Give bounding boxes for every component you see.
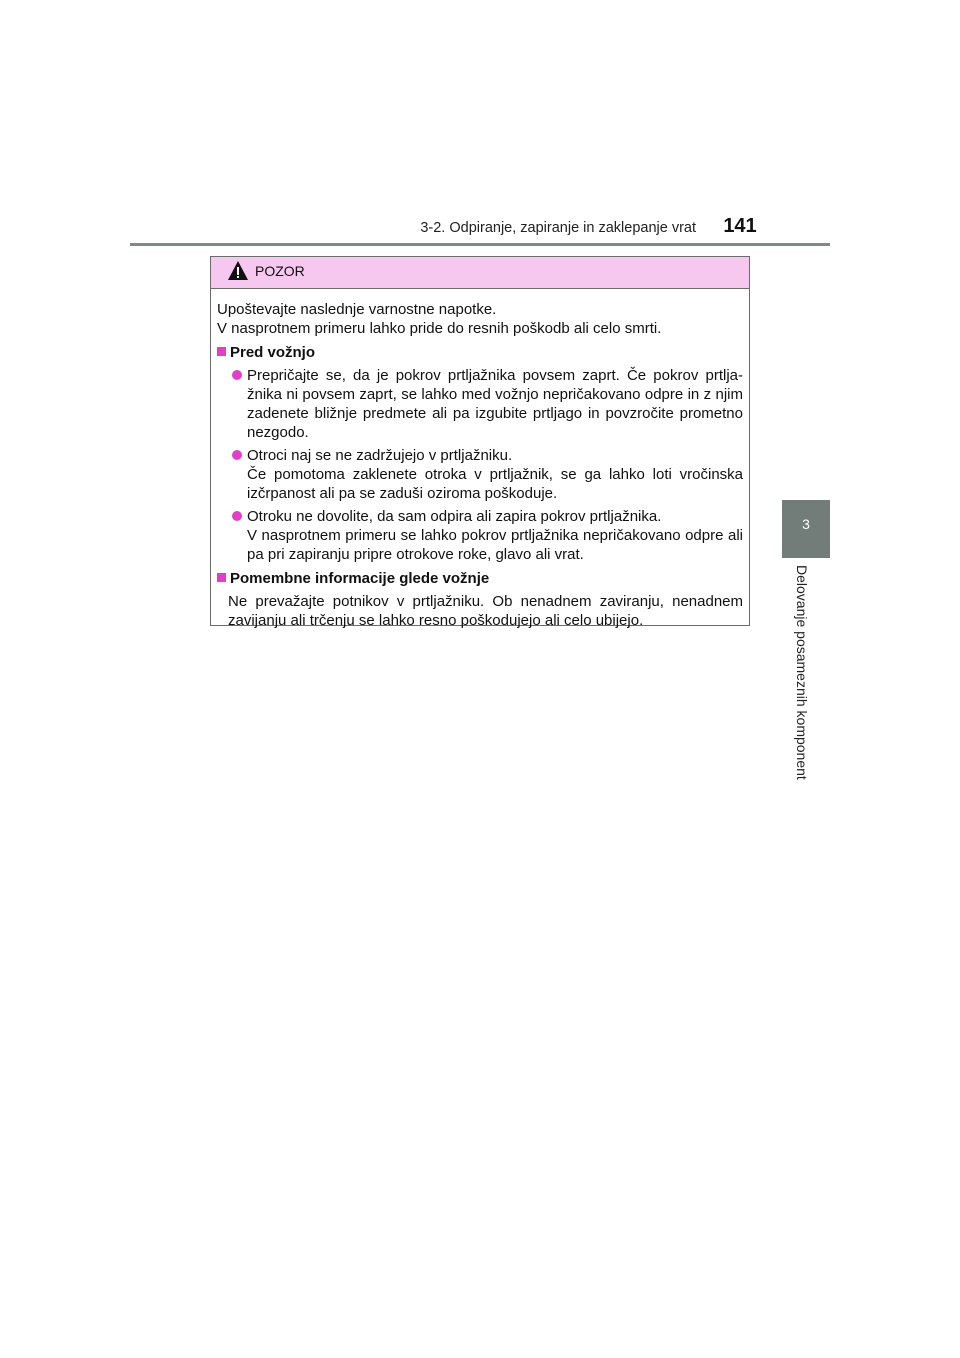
section-heading-text: Pomembne informacije glede vožnje	[230, 570, 490, 587]
intro-line: Upoštevajte naslednje varnostne napotke.	[217, 301, 497, 318]
circle-bullet-icon	[232, 370, 242, 380]
circle-bullet-icon	[232, 511, 242, 521]
header-section-title: 3-2. Odpiranje, zapiranje in zaklepanje vrat	[420, 220, 696, 236]
bullet-text	[247, 507, 743, 564]
chapter-tab	[782, 500, 830, 558]
bullet-line: Otroku ne dovolite, da sam odpira ali zapira pokrov prtljažnika.	[247, 508, 662, 525]
bullet-item	[217, 366, 743, 442]
header-rule	[130, 243, 830, 246]
warning-triangle-icon	[227, 260, 249, 282]
warning-title: POZOR	[255, 263, 305, 279]
bullet-item	[217, 507, 743, 564]
section-driving-info	[217, 569, 743, 630]
section-heading-text: Pred vožnjo	[230, 344, 316, 361]
bullet-item	[217, 446, 743, 503]
warning-box	[210, 256, 750, 629]
bullet-line: Otroci naj se ne zadržujejo v prtljažniku.	[247, 447, 513, 464]
bullet-line: V nasprotnem primeru se lahko pokrov prtljažnika nepričakovano odpre ali pa pri zapiranju pripre otrokove roke, glavo ali vrat.	[247, 527, 743, 563]
bullet-text	[247, 446, 743, 503]
bullet-line: Če pomotoma zaklenete otroka v prtljažnik, se ga lahko loti vročinska izčrpanost ali pa se zaduši oziroma poškoduje.	[247, 466, 743, 502]
section-before-driving	[217, 343, 743, 564]
circle-bullet-icon	[232, 450, 242, 460]
section-paragraph: Ne prevažajte potnikov v prtljažniku. Ob nenadnem zaviranju, nenadnem zavijanju ali trčenju se lahko resno poškodujejo ali celo ubijejo.	[228, 593, 743, 629]
warning-header	[211, 257, 749, 289]
square-bullet-icon	[217, 347, 226, 356]
intro-line: V nasprotnem primeru lahko pride do resnih poškodb ali celo smrti.	[217, 320, 662, 337]
bullet-line: Prepričajte se, da je pokrov prtljažnika povsem zaprt. Če pokrov prtlja-žnika ni povsem zaprt, se lahko med vožnjo nepričakovano odpre in z njim zadenete bližnje predmete ali pa izgubite prtljago in povzročite prometno nezgodo.	[247, 367, 743, 441]
chapter-title: Delovanje posameznih komponent	[794, 565, 810, 780]
chapter-number: 3	[802, 516, 810, 532]
bullet-text	[247, 366, 743, 442]
section-heading	[217, 569, 743, 588]
square-bullet-icon	[217, 573, 226, 582]
page-number: 141	[723, 215, 757, 237]
section-heading	[217, 343, 743, 362]
warning-body	[211, 289, 749, 630]
warning-intro	[217, 300, 743, 338]
